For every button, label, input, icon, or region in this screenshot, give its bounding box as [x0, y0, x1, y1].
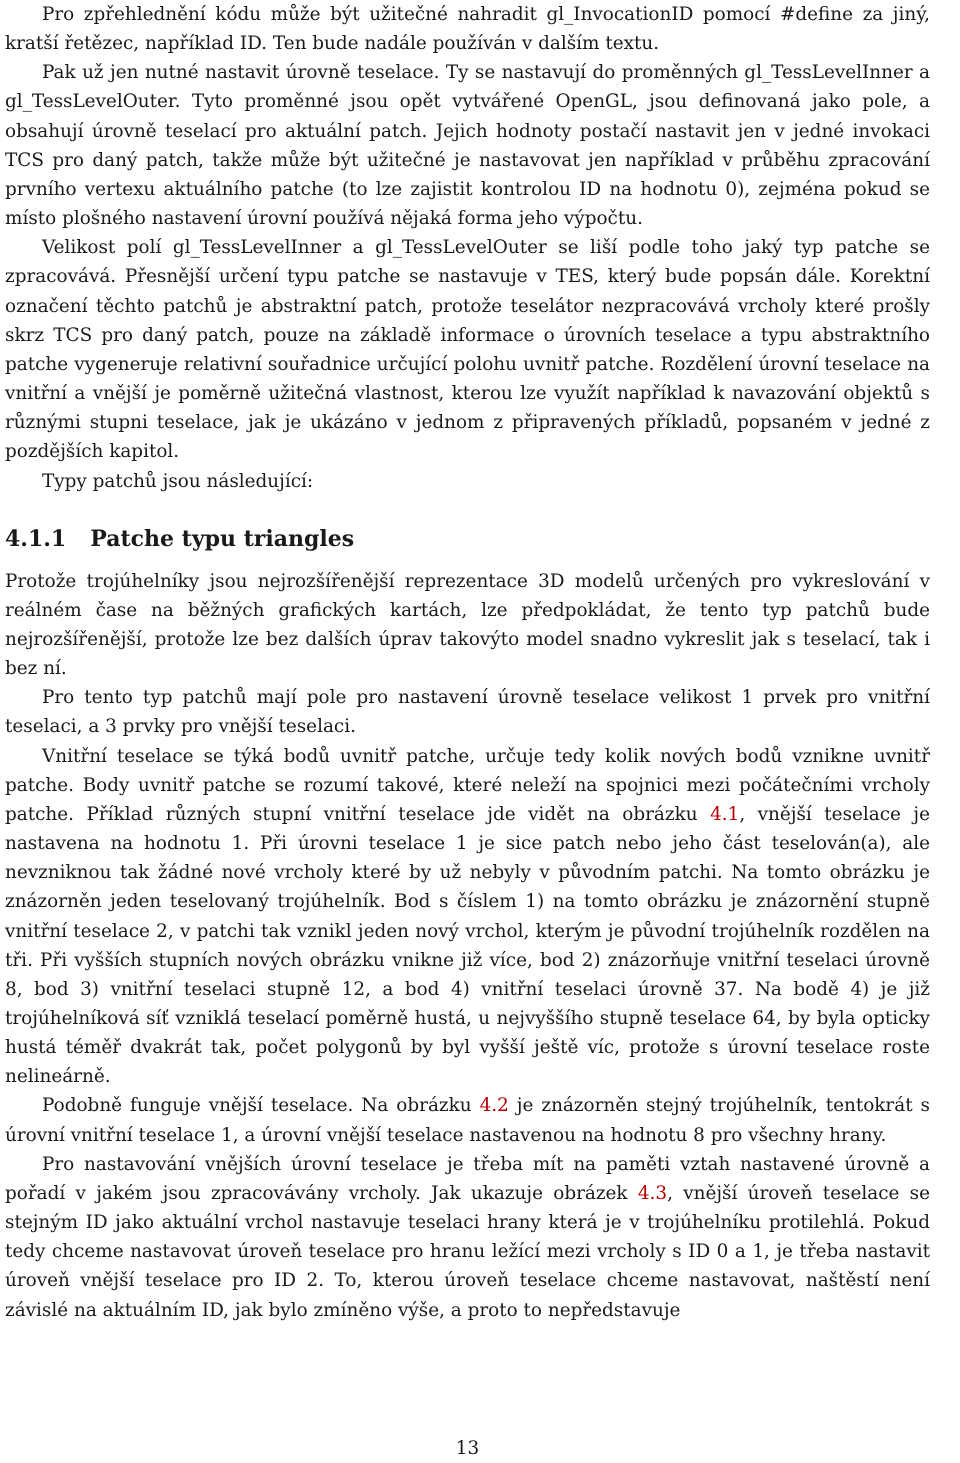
figure-reference-link[interactable]: 4.1	[710, 803, 740, 825]
text-segment: Podobně funguje vnější teselace. Na obrázku	[42, 1095, 480, 1117]
paragraph-outer-levels-order	[5, 1150, 930, 1325]
paragraph-array-sizes: Velikost polí gl_TessLevelInner a gl_TessLevelOuter se liší podle toho jaký typ patche se zpracovává. Přesnější určení typu patche se nastavuje v TES, který bude popsán dále. Korektní označení těchto patchů je abstraktní patch, protože teselátor nezpracovává vrcholy které prošly skrz TCS pro daný patch, pouze na základě informace o úrovních teselace a typu abstraktního patche vygeneruje relativní souřadnice určující polohu uvnitř patche. Rozdělení úrovní teselace na vnitřní a vnější je poměrně užitečná vlastnost, kterou lze využít například k navazování objektů s různými stupni teselace, jak je ukázáno v jednom z připravených příkladů, popsaném v jedné z pozdějších kapitol.	[5, 237, 930, 463]
text-segment: Pro nastavování vnějších úrovní teselace je třeba mít na paměti vztah nastavené úrovně a pořadí v jakém jsou zpracovávány vrcholy. Jak ukazuje obrázek	[5, 1153, 930, 1204]
paragraph-patch-types-intro: Typy patchů jsou následující:	[42, 470, 314, 492]
text-segment: , vnější teselace je nastavena na hodnotu 1. Při úrovni teselace 1 je sice patch nebo jeho část teselován(a), ale nevzniknou tak žádné nové vrcholy které by už nebyly v původním patchi. Na tomto obrázku je znázorněn jeden teselovaný trojúhelník. Bod s číslem 1) na tomto obrázku je znázornění stupně vnitřní teselace 2, v patchi tak vznikl jeden nový vrchol, kterým je původní trojúhelník rozdělen na tři. Při vyšších stupních nových obrázku vnikne již více, bod 2) znázorňuje vnitřní teselaci úrovně 8, bod 3) vnitřní teselaci stupně 12, a bod 4) vnitřní teselaci úrovně 37. Na bodě 4) je již trojúhelníková síť vzniklá teselací poměrně hustá, u nejvyššího stupně teselace 64, by byla opticky hustá téměř dvakrát tak, počet polygonů by byl vyšší ještě víc, protože s úrovní teselace roste nelineárně.	[5, 803, 930, 1088]
paragraph-array-size-triangles: Pro tento typ patchů mají pole pro nastavení úrovně teselace velikost 1 prvek pro vnitřní teselaci, a 3 prvky pro vnější teselaci.	[5, 687, 930, 738]
text-segment: Vnitřní teselace se týká bodů uvnitř patche, určuje tedy kolik nových bodů vznikne uvnitř patche. Body uvnitř patche se rozumí takové, které neleží na spojnici mezi počátečními vrcholy patche. Příklad různých stupní vnitřní teselace jde vidět na obrázku	[5, 745, 930, 825]
paragraph-invocation-id: Pro zpřehlednění kódu může být užitečné nahradit gl_InvocationID pomocí #define za jiný, kratší řetězec, například ID. Ten bude nadále používán v dalším textu.	[5, 4, 930, 55]
paragraph-triangles-intro: Protože trojúhelníky jsou nejrozšířenější reprezentace 3D modelů určených pro vykreslování v reálném čase na běžných grafických kartách, lze předpokládat, že tento typ patchů bude nejrozšířenější, protože lze bez dalších úprav takovýto model snadno vykreslit jak s teselací, tak i bez ní.	[5, 570, 930, 680]
section-heading	[5, 516, 930, 567]
section-title: Patche typu triangles	[90, 525, 355, 552]
paragraph-inner-tessellation	[5, 742, 930, 1092]
document-page	[5, 0, 930, 1325]
paragraph-tess-levels: Pak už jen nutné nastavit úrovně teselace. Ty se nastavují do proměnných gl_TessLevelInner a gl_TessLevelOuter. Tyto proměnné jsou opět vytvářené OpenGL, jsou definovaná jako pole, a obsahují úrovně teselací pro aktuální patch. Jejich hodnoty postačí nastavit jen v jedné invokaci TCS pro daný patch, takže může být užitečné je nastavovat jen například v průběhu zpracování prvního vertexu aktuálního patche (to lze zajistit kontrolou ID na hodnotu 0), zejména pokud se místo plošného nastavení úrovní používá nějaká forma jeho výpočtu.	[5, 62, 930, 230]
paragraph-outer-tessellation	[5, 1091, 930, 1149]
text-segment: , vnější úroveň teselace se stejným ID jako aktuální vrchol nastavuje teselaci hrany která je v trojúhelníku protilehlá. Pokud tedy chceme nastavovat úroveň teselace pro hranu ležící mezi vrcholy s ID 0 a 1, je třeba nastavit úroveň vnější teselace pro ID 2. To, kterou úroveň teselace chceme nastavovat, naštěstí není závislé na aktuálním ID, jak bylo zmíněno výše, a proto to nepředstavuje	[5, 1182, 930, 1321]
page-number: 13	[455, 1438, 480, 1459]
text-segment: je znázorněn stejný trojúhelník, tentokrát s úrovní vnitřní teselace 1, a úrovní vnější teselace nastavenou na hodnotu 8 pro všechny hrany.	[5, 1095, 930, 1146]
figure-reference-link[interactable]: 4.3	[637, 1182, 668, 1204]
section-number: 4.1.1	[5, 525, 67, 552]
figure-reference-link[interactable]: 4.2	[479, 1095, 509, 1117]
heading-spacer	[5, 496, 930, 516]
